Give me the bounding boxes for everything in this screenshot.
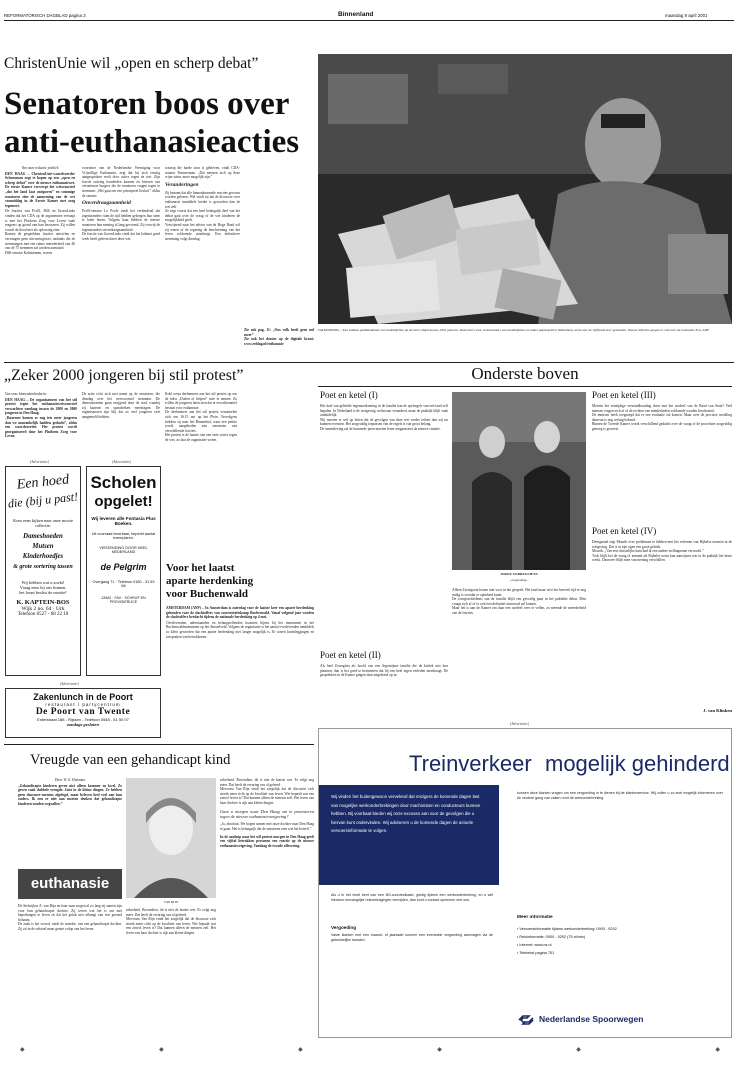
ad-label: (Advertentie) (510, 722, 529, 726)
ad-hoed-line-6: het loont beslist de moeite! (19, 590, 67, 595)
ns-banner-text: Wij vinden het buitengewoon vervelend dat reizigers de komende dagen last van mogelijke werkonderbrekingen door machinisten en conducteurs kunnen hebben. Bij voorbaat bieden wij onze excuses aan voor de gevolgen die u hiervan kunt ondervinden. Wij adviseren u de komende dagen de actuele vervoersinformatie te volgen. (331, 794, 481, 833)
onderste-mid-text: Alleen Zorregueta kwam niet voor in het gesprek. Het land maar wist het hoeveel tijd er nog nodig is voordat er openheid komt. De voorgeschiedenis van de familie blijft een gevoelig punt in het publieke debat. Men vraagt zich af of er ooit een definitief antwoord zal komen. Maar het is aan de Kamer om daar een oordeel over te vellen, zo meende de meerderheid van de fracties. (452, 588, 586, 615)
ns-more: Meer informatie (517, 915, 553, 920)
footer-mark: ◆ (20, 1047, 25, 1053)
ad-hoed-line-3: Kom eens kijken naar onze mooie collectie: (13, 518, 73, 528)
ad-hoed-item-1: Mutsen (32, 543, 54, 550)
ad-scholen-line-1: Scholen (90, 473, 157, 492)
ad-hoed-line-4: Wij hebben wat u zoekt! (21, 580, 65, 585)
masthead-center: Binnenland (338, 11, 374, 18)
lead-body-3: PvdA-senator Le Poole vindt het verbindend dat tegenstanders ruim de tijd hebben gekregen hun stem te laten horen. Volgens haar hebben de meeste senatoren hun mening al lang gevormd. Zij verwijt de tegenstanders onverdraagzaamheid. De fractie van GroenLinks vindt dat het kabinet goed werk heeft geleverd met deze wet. (82, 209, 160, 241)
photo-credit: Foto ANP (695, 328, 710, 332)
onderste-boven-title: Onderste boven (471, 364, 579, 383)
jongeren-col-2: De actie richt zich met name op de senatoren, die dinsdag over het wetsvoorstel stemmen. De demonstranten gaan zwijgend door de stad, waarbij zij kaarsen en spandoeken meedragen. De organisatoren zijn blij dat zo veel jongeren zich aangemeld hebben. (82, 392, 160, 419)
zorreguieta-caption: JORGE ZORREGUIETA (500, 572, 538, 576)
buchenwald-title-3: voor Buchenwald (166, 588, 249, 600)
footer-mark: ◆ (298, 1047, 303, 1053)
top-section-rule (4, 362, 734, 363)
ns-sub: Vergoeding (331, 925, 357, 930)
buchenwald-title-1: Voor het laatst (166, 562, 235, 574)
ns-list-item[interactable]: • Internet: www.ns.nl (517, 943, 552, 947)
ad-hoed-shop: K. KAPTEIN-BOS (16, 599, 70, 606)
poet-ketel-3-text: Moeten het eenzijdige verstandhouding doen met het oordeel van de Raad van State? Veel mensen vragen zich af of de rechten van minderheden voldoende worden beschermd. De minister heeft toegezegd dat er een evaluatie zal komen. Maar over de precieze invulling daarvan is nog weinig bekend. Binnen de Tweede Kamer wordt verschillend gedacht over de vraag of de procedure zorgvuldig genoeg is geweest. (592, 404, 732, 431)
ad-hoed-item-0: Dameshoeden (23, 533, 63, 540)
ns-title-b: mogelijk gehinderd (545, 751, 730, 776)
ad-poort-line-1: Zakenlunch in de Poort (33, 692, 133, 702)
van-rijn-caption: VAN RIJN (164, 900, 178, 904)
ad-hoed-line-1: Een hoed (16, 472, 70, 493)
masthead-left: REFORMATORISCH DAGBLAD pagina 3 (4, 13, 86, 18)
euthanasie-tag (18, 869, 122, 899)
ad-scholen-brand: de Pelgrim (100, 562, 147, 572)
ns-right-intro: kunnen deze klanten vragen om een vergoeding in te dienen bij de klantenservice. Wij zullen u zo snel mogelijk informeren over de verdere gang van zaken rond de werkonderbreking. (517, 791, 723, 800)
ad-scholen-foot: ZANG · FAX · SCHRIJF EN PROVISIERIJCE (101, 596, 146, 604)
poet-ketel-4-title: Poet en ketel (IV) (592, 526, 657, 536)
mid-section-rule (4, 744, 314, 745)
vreugde-body-1: De Stelwijkse A. van Rijn en haar man zorgen al zo lang zij samen zijn voor hun gehandicapte dochter. Zij weten wat het is om met beperkingen te leven en dat het geluk niet afhangt van een gezond lichaam. De zaak is het woord, vindt de moeder, van een gehandicapte dochter. Zij zit in de rolstoel maar geniet volop van het leven. (18, 904, 122, 931)
ad-poort-line-2: restaurant / partycentrum (45, 702, 121, 707)
poet-ketel-2-title: Poet en ketel (II) (320, 650, 381, 660)
ad-scholen[interactable] (86, 466, 161, 676)
photo-caption (318, 328, 732, 332)
currency-dealer-photo (318, 54, 732, 324)
lead-body-2: voorzitter van de Nederlandse Vereniging voor Vrijwillige Euthanasie, zegt dat hij zich ernstig aangesproken voelt door acties tegen de wet. Zijn fractie ontving honderden kaarten en brieven van verontruste burgers die de senatoren vragen tegen te stemmen. „Het gaat om een principieel besluit”, aldus de senator. (82, 166, 160, 198)
lead-col-1 (5, 166, 75, 366)
vreugde-body-2: zekerheid. Bovendien, dit is niet de laatste wet. Er volgt nog meer. Dat heeft de ervaring ons al geleerd. Mevrouw Van Rijn vindt het zorgelijk dat de discussie zich steeds meer richt op de kwaliteit van leven. Wie bepaalt wat een zinvol leven is? Dat kunnen alleen de mensen zelf. Het leven van haar dochter is rijk aan kleine dingen. (126, 908, 216, 935)
onderste-signature: J. van Klinken (703, 708, 732, 713)
lead-intro: DEN HAAG – ChristenUnie-woordvoerder Schuurman zegt te hopen op een „open en scherp debat” over de nieuwe euthanasiewet. De eerste Kamer verwerpt het wetsvoorstel „dat het land laat ontsporen” en sommige senatoren zien de aanneming van de wet vanmiddag in de Eerste Kamer met zorg tegemoet. (5, 171, 75, 208)
vreugde-bold-end: In de aanloop naar het stil protest morgen in Den Haag geeft een vijftal betrokken personen een reactie op de nieuwe euthanasiewetgeving. Vandaag de tweede aflevering. (220, 834, 314, 848)
masthead-rule (4, 20, 734, 21)
lead-see-also[interactable]: Zie ook pag. 11: „Ons volk heeft geen nul meer” Zie ook het dossier op de digitale krant: www.refdag.nl/euthanasie (244, 328, 314, 346)
lead-col-3 (165, 166, 240, 366)
jongeren-col-3: Kohl roept deelnemers aan het stil protest op om de tekst „Doden of helpen” mee te nemen. Zo willen de jongeren laten zien dat er een alternatief bestaat voor euthanasie. De deelnemers aan het stil protest verzamelen zich om 16.15 uur op het Plein. Vervolgens trekken zij naar het Binnenhof, waar een petitie wordt aangeboden aan senatoren van verschillende fracties. Het protest is de laatste van een serie acties tegen de wet, zo laat de organisatie weten. (165, 392, 237, 442)
footer-mark: ◆ (437, 1047, 442, 1053)
footer-mark: ◆ (715, 1047, 720, 1053)
vreugde-answer: „Ja, absoluut. We hopen samen met onze dochter naar Den Haag te gaan. Het is belangrijk dat de senatoren zien wie het betreft.” (220, 822, 314, 831)
euthanasie-tag-text: euthanasie (30, 875, 110, 892)
ad-scholen-info: Overgang 71 · Telefoon 0180 - 31 63 66 (92, 580, 155, 588)
lead-title-2: anti-euthanasieacties (4, 124, 300, 160)
ad-scholen-line-3: Wij leveren alle Fontasia Plus Boeken. (91, 516, 156, 526)
vreugde-byline: Door W. G. Huisman (54, 778, 86, 782)
footer-mark: ◆ (159, 1047, 164, 1053)
ad-poort-van-twente[interactable] (5, 688, 161, 738)
lead-body-1: De fracties van PvdA, D66 en GroenLinks vinden dat het CDA op de argumenten verstapt is met het Platform Zorg voor Leven vaak reageert op grond van hun bezwaren. Zij willen vooral de dood niet als oplossing zien. Romen de gesprekken fracties ontvielen en vervangen geen uitvoeringswet, ondanks die de stemmingen met een ruime meerderheid van 46 van de 75 stemmen zal worden aanvaard. D66-senator Kohnstamm, tevens (5, 209, 75, 255)
ns-banner (319, 785, 499, 885)
ad-scholen-line-2: opgelet! (94, 493, 153, 510)
ns-list (517, 925, 723, 957)
ns-list-item: • Vervoersinformatie tijdens werkonderbreking: 0900 - 9292 (517, 927, 617, 931)
lead-col-2 (82, 166, 160, 366)
vreugde-col-3 (220, 778, 314, 1036)
jongeren-title: „Zeker 2000 jongeren bij stil protest” (4, 367, 244, 384)
poet-ketel-2-text: Als heel Zorregieta als hoofd van een Argentijnse familie die de kritiek niet kon plaatsen, dan is het goed te herinneren dat hij een heel eigen verleden meedraagt. De gesprekken in de Kamer gingen daar uitgebreid op in. (320, 664, 448, 678)
ad-label: (Advertentie) (60, 682, 79, 686)
poet-ketel-1-text: Het doel van geleefde tegemoetkoming in de familie kan de spelregels van een land zelf bepalen. In Nederland is de wetgeving weliswaar veranderd, maar de praktijk blijft vaak onduidelijk. Wij moeten er wel op letten dat de gevolgen van deze wet verder reiken dan wij nu kunnen overzien. Het zorgvuldig toepassen van de regels is van groot belang. De samenleving zal de komende jaren moeten leren omgaan met de nieuwe situatie. (320, 404, 448, 431)
ad-poort-line-4: Enterstraat 188 - Rijssen - Telefoon 0548 - 51 50 07 (37, 717, 129, 722)
ad-scholen-line-4: Uit voorraad leverbaar, beperkt aantal exemplaren. (91, 532, 156, 540)
ad-hoed-line-2: die (bij u past! (7, 489, 79, 511)
ad-poort-line-3: De Poort van Twente (35, 707, 131, 717)
vreugde-title: Vreugde van een gehandicapt kind (30, 752, 231, 768)
poet-ketel-3-title: Poet en ketel (III) (592, 390, 656, 400)
vreugde-quote: Gaat u morgen naar Den Haag om te protesteren tegen de nieuwe euthanasiewetgeving? (220, 808, 314, 819)
photo-caption-text: VALKENBURG – Een Indiaas geldhandelaar met bankbiljetten op de beurs Papermoney 2001 gisteren. Deze beurs voor verzamelaars van bankbiljetten en ander papiergeld in Valkenburg werd voor de vijftiende keer gehouden. Nieuwe biljetten gingen er vlot over de toonbank. (318, 328, 695, 332)
vreugde-intro: „Gehandicapte kinderen geven niet alleen kommer en kwel. Ze geven vaak dubbele vreugde. Juist in de kleine dingen. Ze hebben geen doorsnee-normen afgelegd, maar beleven heel veel aan hun ouders. Ik zou er niet aan moeten denken dat gehandicapte kinderen zouden wegvallen.” (18, 783, 122, 806)
ad-hoed-line-5: Vraag eens bij ons binnen. (19, 585, 67, 590)
buchenwald-body (166, 606, 314, 740)
ns-list-item: • Reisinformatie: 0900 - 9292 (75 ct/min) (517, 935, 586, 939)
lead-body-5: Zij beaamt dat alle binnenkomende reacties gewoon worden gelezen. Wel vindt zij dat de discussie over euthanasie inmiddels breder is geworden dan de wet zelf. Ze zegt voorts dat een heel belangrijk deel van het debat gaat over de vraag of de wet kinderen de mogelijkheid geeft. Verwijzend naar het advies van de Hoge Raad wil zij weten of de regering de bescherming van het leven voldoende waarborgt. Een definitieve stemming volgt dinsdag. (165, 190, 240, 241)
vreugde-col-1 (18, 778, 122, 868)
zorreguieta-photo (452, 392, 586, 570)
buchenwald-intro: AMSTERDAM (ANP) – In Amsterdam is zaterdag voor de laatste keer een aparte herdenking gehouden voor de slachtoffers van concentratiekamp Buchenwald. Vanaf volgend jaar worden de slachtoffers herdacht tijdens de nationale herdenking op 4 mei. (166, 606, 314, 620)
ad-poort-line-5: zondags gesloten (66, 722, 100, 727)
ns-para-1: Als u in het bezit bent van een NS-voordeelkaart, geldig tijdens een werkonderbreking, en u wilt hierdoor omvangrijke reisvertragingen vermijden, dan kunt u contact opnemen met ons. (331, 893, 493, 902)
ad-label: (Advertentie) (30, 460, 49, 464)
ns-logo-icon (517, 1013, 535, 1025)
poet-ketel-4-text: Dertigmaal zegt Mourik over problemen te hebben met het verlenen van Bijbelse normen in de wetgeving. Dat is in zijn ogen een groot gebrek. Mourik: „Van een christelijke kant had ik een andere stellingname verwacht.” Toch blijft het de vraag of iemand als Bijbelse norm kan aanwijzen wat in de praktijk het beste werkt. Daarover blijft men van mening verschillen. (592, 540, 732, 563)
ad-hoed-tel: Telefoon 0527 - 68 22 10 (17, 612, 69, 617)
lead-byline: Van onze redactie politiek (21, 166, 59, 170)
onderste-rule (318, 386, 732, 387)
buchenwald-text: Overlevenden, nabestaanden en belangstellenden kwamen bijeen bij het monument in het Buchenwaldmonument op het Amstelveld. Volgens de organisatie is het aantal overlevenden inmiddels zo klein geworden dat een aparte herdenking niet langer mogelijk is. Er waren kransleggingen en toespraken van betrokkenen. (166, 620, 314, 639)
lead-sub-1: Onverdraagzaamheid (82, 200, 131, 207)
lead-kicker: ChristenUnie wil „open en scherp debat” (4, 55, 259, 72)
ad-ns-treinverkeer[interactable] (318, 728, 732, 1038)
footer-mark: ◆ (576, 1047, 581, 1053)
masthead-right: maandag 9 april 2001 (665, 13, 708, 18)
ad-hoed-item-2: Kinderhoedjes (22, 553, 64, 560)
lead-sub-2: Veranderingen (165, 181, 199, 188)
ad-hoed-addr: Wijk 2 no. 64 · Urk (21, 606, 65, 612)
vreugde-body-2b: zekerheid. Bovendien, dit is niet de laatste wet. Er volgt nog meer. Dat heeft de ervaring ons al geleerd. Mevrouw Van Rijn vindt het zorgelijk dat de discussie zich steeds meer richt op de kwaliteit van leven. Wie bepaalt wat een zinvol leven is? Dat kunnen alleen de mensen zelf. Het leven van haar dochter is rijk aan kleine dingen. (220, 778, 314, 805)
ns-logo-text: Nederlandse Spoorwegen (539, 1014, 644, 1024)
ns-para-2: Vaste klanten met een maand- of jaarkaart kunnen een eventuele vergoeding aanvragen via de gebruikelijke kanalen. (331, 933, 493, 942)
buchenwald-title-2: aparte herdenking (166, 575, 254, 587)
buchenwald-title (166, 562, 316, 601)
footer-marks (20, 1046, 720, 1053)
lead-body-4: waarop die harde toon is gebleven, vindt CDA-senator Timmerman. „Dat mensen zich op deze wijze uiten, moet mogelijk zijn.” (165, 166, 240, 180)
ad-label: (Advertentie) (112, 460, 131, 464)
ad-een-hoed[interactable] (5, 466, 81, 676)
ns-title-a: Treinverkeer (409, 751, 532, 776)
van-rijn-photo (126, 778, 216, 898)
ad-scholen-line-5: VERZENDING DOOR HEEL NEDERLAND (99, 546, 148, 554)
zorreguieta-subcaption: ...ongelukkig... (509, 578, 529, 582)
jongeren-col-1 (5, 392, 77, 454)
jongeren-col-1-text: DEN HAAG – De organisatoren van het stil protest tegen het euthanasiewetsvoorstel verwachten vandaag tussen de 2000 en 3000 jongeren in Den Haag. „Daarmee komen er nog iets meer jongeren dan we aanvankelijk hadden gedacht”, aldus een woordvoerder. Het protest wordt georganiseerd door het Platform Zorg voor Leven. (5, 397, 77, 439)
poet-ketel-1-title: Poet en ketel (I) (320, 390, 378, 400)
lead-title-1: Senatoren boos over (4, 86, 290, 122)
ns-list-item: • Teletekst pagina 751 (517, 951, 555, 955)
jongeren-byline: Van onze binnenlandredactie (5, 392, 47, 396)
ad-hoed-item-3: & grote sortering tassen (13, 564, 73, 570)
